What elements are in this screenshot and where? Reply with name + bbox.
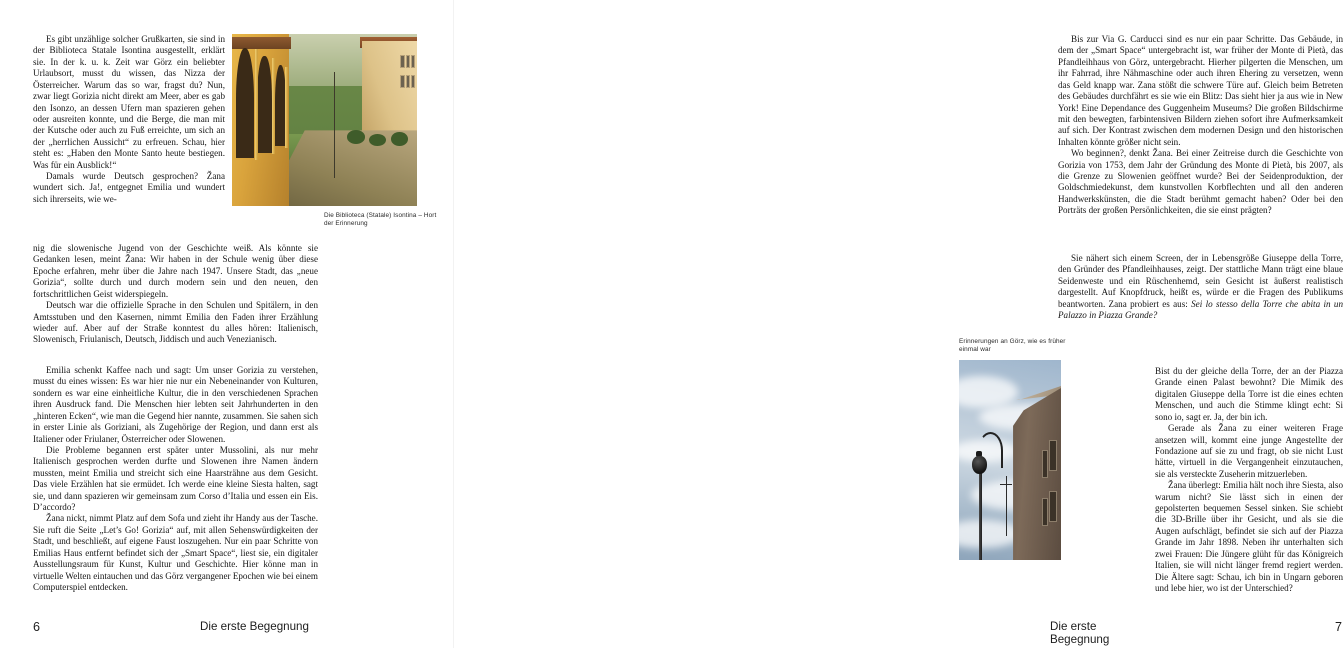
page-number: 7 (1335, 620, 1343, 634)
window (1049, 440, 1056, 471)
right-page-text-wrapped (1155, 366, 1343, 594)
shrub (369, 134, 386, 146)
window (1042, 450, 1048, 478)
window (400, 55, 405, 68)
page-number: 6 (33, 620, 41, 634)
paragraph: Gerade als Žana zu einer weiteren Frage ansetzen will, kommt eine junge Angestellte der Fondazione auf sie zu und fragt, ob sie nicht Lust hätte, virtuell in die Vergangenheit einzutauchen, sie als versteckte Zuseherin mitzuerleben. (1155, 423, 1343, 479)
window (411, 55, 415, 68)
cloud (945, 376, 1018, 408)
right-page-text-top (1058, 34, 1343, 217)
paragraph: Damals wurde Deutsch gesprochen? Žana wundert sich. Ja!, entgegnet Emilia und wundert sich ihrerseits, wie we- (33, 171, 225, 204)
paragraph-lead: Sie nähert sich einem Screen, der in Lebensgröße Giuseppe della Torre, den Gründer des Pfandleihhauses, zeigt. Der stattliche Mann trägt eine blaue Seidenweste und ein Rüschenhemd, sein Gesicht ist äußerst realistisch dargestellt. Auf Knopfdruck, heißt es, würde er die Fragen des Publikums beantworten. Zana probiert es aus: (1058, 253, 1343, 309)
antenna-crossbar (1000, 484, 1012, 485)
sky-illustration (959, 360, 1061, 560)
right-building (362, 41, 418, 141)
paragraph: Deutsch war die offizielle Sprache in den Schulen und Spitälern, in den Amtsstuben und den Kasernen, nimmt Emilia den Faden ihrer Erzählung wieder auf. Aber auf der Straße konntest du alles hören: Italienisch, Slowenisch, Friulanisch, Deutsch, Jiddisch und auch Venezianisch. (33, 300, 318, 345)
window (406, 55, 411, 68)
left-page-text-top (33, 34, 225, 205)
window (1042, 498, 1048, 526)
street-lamp-post (979, 460, 981, 560)
right-page-text-screen (1058, 253, 1343, 322)
cloister-illustration (232, 34, 417, 206)
goerz-sky-lamp-photo (959, 360, 1061, 560)
paragraph: Bist du der gleiche della Torre, der an der Piazza Grande einen Palast bewohnt? Die Mimik des digitalen Giuseppe della Torre ist die eines echten Menschen, und auch die Stimme klingt echt: Si sono io, sagt er. Ja, der bin ich. (1155, 366, 1343, 422)
pillar (272, 58, 275, 154)
paragraph: Bis zur Via G. Carducci sind es nur ein paar Schritte. Das Gebäude, in dem der „Smart Space“ untergebracht ist, war früher der Monte di Pietà, das Pfandleihhaus von Görz, untergebracht. Hierher pilgerten die Menschen, um ihr Fahrrad, ihre Nähmaschine oder auch ihren Ehering zu versetzen, wenn das Geld knapp war. Zana stößt die schwere Türe auf. Gleich beim Betreten des Gebäudes durchfährt es sie wie ein Blitz: Das sieht hier ja aus wie in New York! Eine Dependance des Guggenheim Museums? Die großen Bildschirme mit den bewegten, farbintensiven Bildern ziehen sofort ihre Aufmerksamkeit auf sich. Der Kontrast zwischen dem modernen Design und den historischen Inhalten könnte größer nicht sein. (1058, 34, 1343, 147)
paragraph: Emilia schenkt Kaffee nach und sagt: Um unser Gorizia zu verstehen, musst du eines wissen: Es war hier nie nur ein Nebeneinander von Kulturen, sondern es war eine einheitliche Kultur, die in den verschiedenen Sprachen ihren Ausdruck fand. Die Menschen hier lebten seit Jahrhunderten in den „hinteren Ecken“, wie man die Gegend hier nannte, zusammen. Sie sahen sich in erster Linie als Goriziani, als Zugehörige der Region, und dann erst als Italiener oder Friulaner, Österreicher oder Slowenen. (33, 365, 318, 444)
running-title: Die erste Begegnung (200, 620, 309, 633)
running-title: Die erste Begegnung (1050, 620, 1110, 646)
paragraph: nig die slowenische Jugend von der Geschichte weiß. Als könnte sie Gedanken lesen, meint Žana: Wir haben in der Schule wenig über diese Epoche erfahren, mehr über die Jahre nach 1947. Unsere Stadt, das „neue Gorizia“, sollte durch und durch modern sein und den neuen, den fortschrittlichen Geist widerspiegeln. (33, 243, 318, 299)
paragraph: Žana überlegt: Emilia hält noch ihre Siesta, also warum nicht? Sie lässt sich in einen der gepolsterten bequemen Sessel sinken. Sie schiebt die 3D-Brille über ihr Gesicht, und als sie die Augen aufschlägt, befindet sie sich auf der Piazza Grande im Jahr 1898. Neben ihr unterhalten sich zwei Frauen: Die Jüngere glüht für das Königreich Italien, sie will nicht länger fremd regiert werden. Die Ältere sagt: Schau, ich bin in Ungarn geboren und lebe hier, wo ist der Unterschied? (1155, 480, 1343, 594)
shrub (347, 130, 366, 144)
italic-quote: Sei lo stesso della Torre che abita in un Palazzo in Piazza Grande? (1058, 298, 1343, 321)
window (406, 75, 411, 88)
left-page-text-bottom (33, 365, 318, 593)
pole (334, 72, 335, 179)
arcade-roof (232, 37, 291, 49)
window (411, 75, 415, 88)
arch (257, 56, 272, 152)
left-page-text-middle (33, 243, 318, 346)
street-lamp-head (972, 456, 986, 474)
paragraph: Wo beginnen?, denkt Žana. Bei einer Zeitreise durch die Geschichte von Gorizia von 1753, dem Jahr der Gründung des Monte di Pietà, bis 2007, als die Grenze zu Slowenien geöffnet wurde? Bei der Seidenproduktion, der Goldschmiedekunst, dem kunstvollen Korbflechten und all den anderen Handwerkskünsten, die die Stadt berühmt gemacht haben? Oder bei den Porträts der großen Persönlichkeiten, die sie einst prägten? (1058, 148, 1343, 216)
window (400, 75, 405, 88)
figure-caption: Die Biblioteca (Statale) Isontina – Hort der Erinnerung (324, 212, 437, 228)
window (1049, 491, 1056, 522)
shrub (391, 132, 408, 146)
right-page (454, 0, 1343, 648)
arch (236, 48, 255, 158)
pillar (285, 67, 288, 148)
biblioteca-isontina-photo (232, 34, 417, 206)
paragraph: Žana nickt, nimmt Platz auf dem Sofa und zieht ihr Handy aus der Tasche. Sie ruft die Seite „Let’s Go! Gorizia“ auf, mit allen Sehenswürdigkeiten der Stadt, und beschließt, auf eigene Faust loszugehen. Nur ein paar Schritte von Emilias Haus entfernt befindet sich der „Smart Space“, liest sie, ein digitaler Ausstellungsraum für Kunst, Kultur und Geschichte. Hier könne man in virtuelle Welten eintauchen und das Görz vergangener Epochen wie bei einem Computerspiel entdecken. (33, 513, 318, 593)
paragraph: Die Probleme begannen erst später unter Mussolini, als nur mehr Italienisch gesprochen werden durfte und Slowenen ihre Namen ändern mussten, meint Emilia und streicht sich eine Haarsträhne aus dem Gesicht. Das viele Erzählen hat sie ermüdet. Ich werde eine kleine Siesta halten, sagt sie, und dann spazieren wir gemeinsam zum Corso d’Italia und essen ein Eis. D’accordo? (33, 444, 318, 513)
left-page (0, 0, 453, 648)
pillar (255, 49, 259, 159)
paragraph (1058, 253, 1343, 322)
figure-caption: Erinnerungen an Görz, wie es früher einmal war (959, 338, 1066, 354)
paragraph: Es gibt unzählige solcher Grußkarten, sie sind in der Biblioteca Statale Isontina ausgestellt, erklärt sie. In der k. u. k. Zeit war Görz ein beliebter Urlaubsort, musst du wissen, das Nizza der Österreicher. Warum das so war, fragst du? Nun, zwar liegt Gorizia nicht direkt am Meer, aber es gab den Isonzo, an dessen Ufern man spazieren gehen oder ausreiten konnte, und die Berge, die man mit der Kutsche oder auch zu Fuß erreichte, um sich an der „herrlichen Aussicht“ zu erfreuen. Schau, hier steht es: „Haben den Monte Santo heute bestiegen. Was für ein Ausblick!“ (33, 34, 225, 170)
